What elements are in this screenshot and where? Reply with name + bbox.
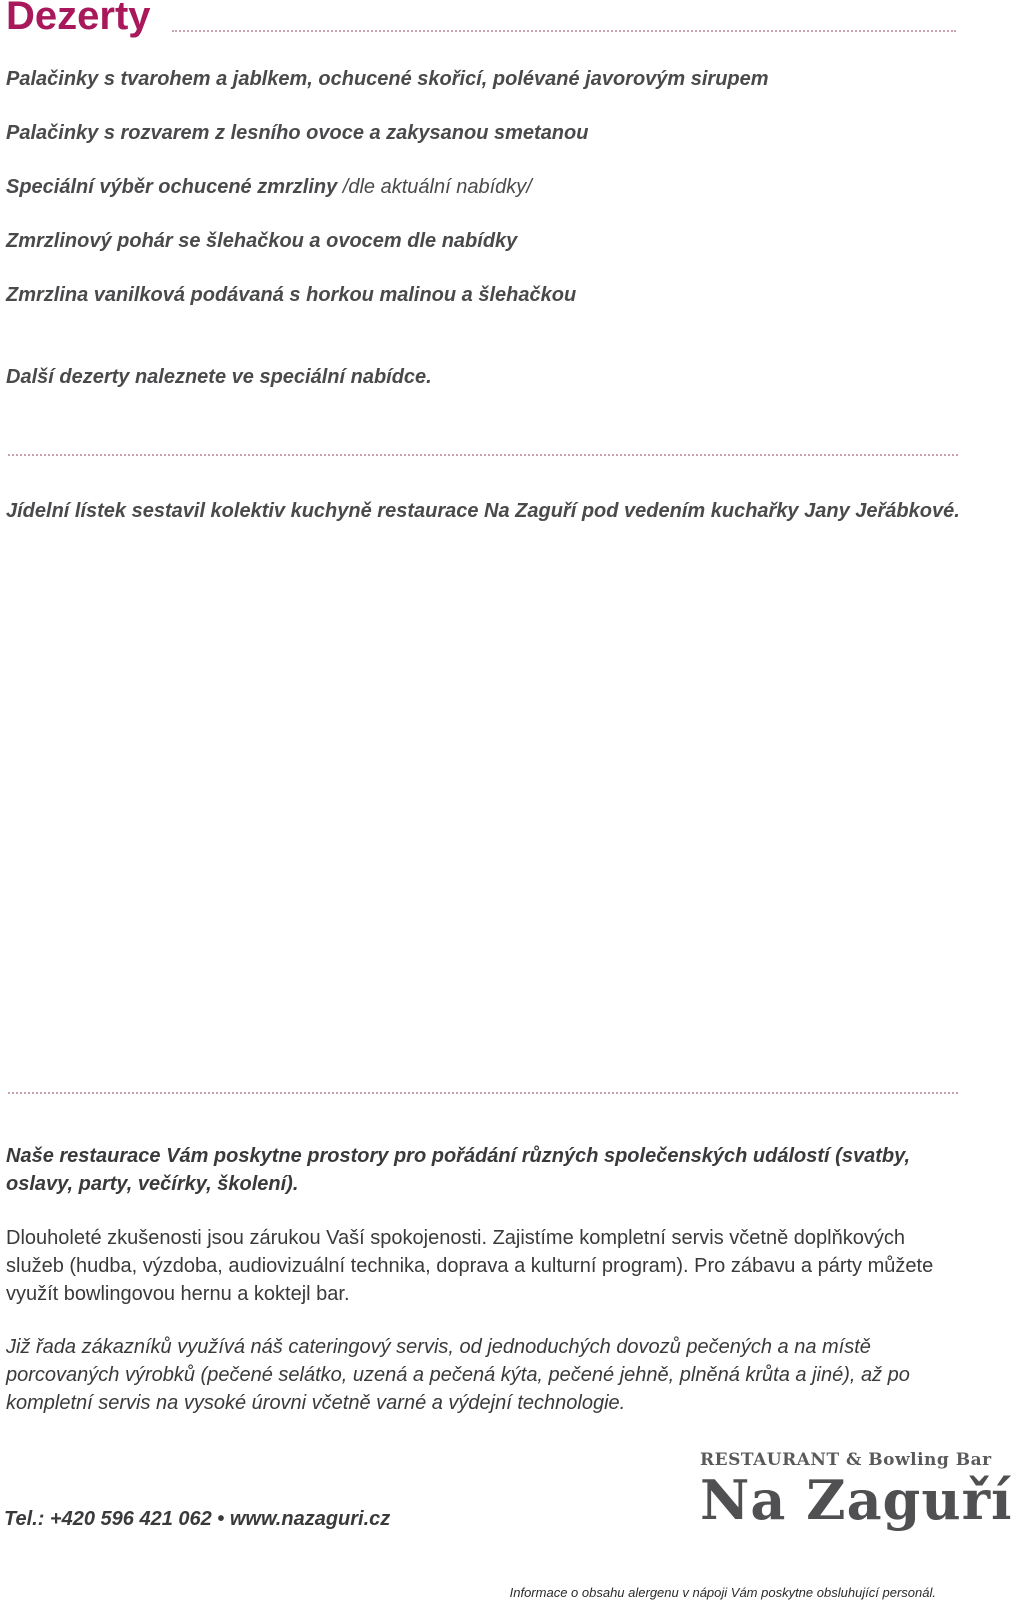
allergen-note: Informace o obsahu alergenu v nápoji Vám poskytne obsluhující personál. xyxy=(509,1585,936,1600)
events-paragraph: Naše restaurace Vám poskytne prostory pro pořádání různých společenských událostí (svatby, oslavy, party, večírky, školení). xyxy=(6,1145,911,1195)
experience-paragraph: Dlouholeté zkušenosti jsou zárukou Vaší spokojenosti. Zajistíme kompletní servis včetně doplňkových služeb (hudba, výzdoba, audiovizuální technika, doprava a kulturní program). Pro zábavu a párty můžete využít bowlingovou hernu a koktejl bar. xyxy=(6,1227,934,1305)
more-desserts-note: Další dezerty naleznete ve speciální nabídce. xyxy=(6,366,432,388)
dessert-item-name: Palačinky s rozvarem z lesního ovoce a zakysanou smetanou xyxy=(6,122,589,144)
catering-paragraph: Již řada zákazníků využívá náš cateringový servis, od jednoduchých dovozů pečených a na místě porcovaných výrobků (pečené selátko, uzená a pečená kýta, pečené jehně, plněná krůta a jiné), až po kompletní servis na vysoké úrovni včetně varné a výdejní technologie. xyxy=(6,1336,910,1414)
heading-divider xyxy=(172,30,956,32)
dessert-item xyxy=(6,122,588,145)
logo-tagline: RESTAURANT & Bowling Bar xyxy=(700,1450,992,1470)
logo-wordmark: Na Zaguří xyxy=(700,1468,1013,1532)
dessert-item-name: Palačinky s tvarohem a jablkem, ochucené skořicí, polévané javorovým sirupem xyxy=(6,68,769,90)
section-divider xyxy=(8,454,958,456)
dessert-item xyxy=(6,284,576,307)
dessert-item-name: Zmrzlinový pohár se šlehačkou a ovocem dle nabídky xyxy=(6,230,518,252)
menu-credit: Jídelní lístek sestavil kolektiv kuchyně restaurace Na Zaguří pod vedením kuchařky Jany Jeřábkové. xyxy=(6,500,960,522)
dessert-item xyxy=(6,230,517,253)
section-heading: Dezerty xyxy=(6,0,151,38)
dessert-item-name: Speciální výběr ochucené zmrzliny xyxy=(6,176,338,198)
section-divider xyxy=(8,1092,958,1094)
restaurant-logo xyxy=(700,1450,1013,1540)
contact-line: Tel.: +420 596 421 062 • www.nazaguri.cz xyxy=(4,1508,391,1530)
dessert-item-note: /dle aktuální nabídky/ xyxy=(337,176,532,198)
dessert-item xyxy=(6,176,532,199)
dessert-item xyxy=(6,68,769,91)
dessert-item-name: Zmrzlina vanilková podávaná s horkou malinou a šlehačkou xyxy=(6,284,577,306)
